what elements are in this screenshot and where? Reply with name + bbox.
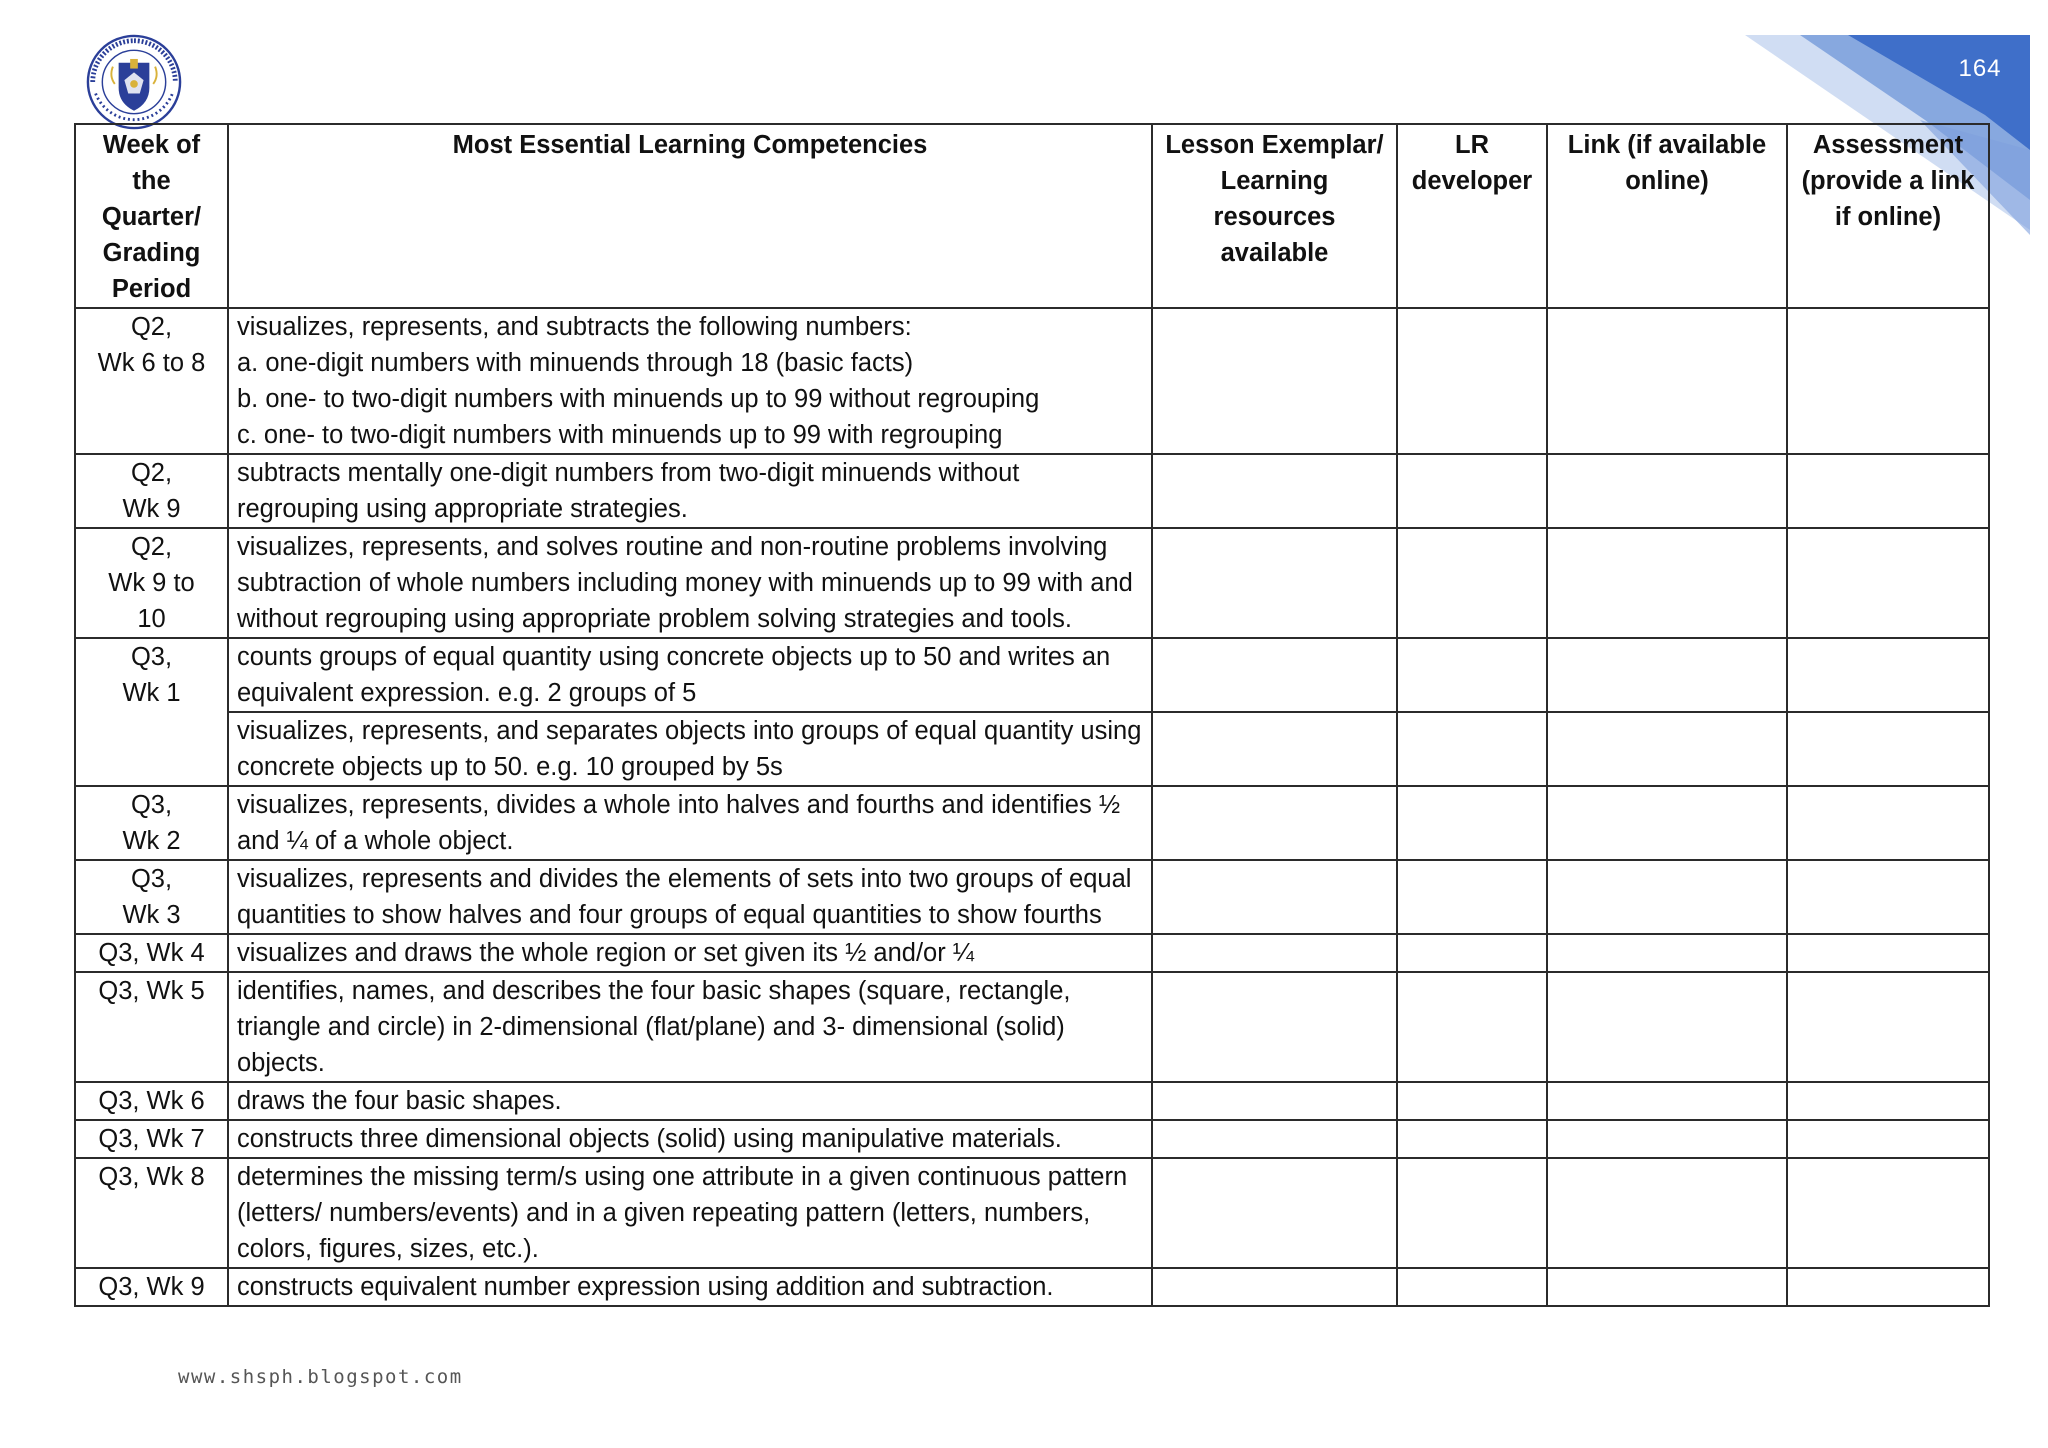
table-row	[75, 528, 1989, 638]
page-number: 164	[1958, 55, 2002, 82]
lesson-exemplar-cell	[1152, 308, 1397, 454]
week-cell: Q3, Wk 5	[75, 972, 228, 1082]
link-cell	[1547, 712, 1787, 786]
lesson-exemplar-cell	[1152, 1268, 1397, 1306]
assessment-cell	[1787, 934, 1989, 972]
link-cell	[1547, 638, 1787, 712]
lesson-exemplar-cell	[1152, 934, 1397, 972]
competency-cell: visualizes, represents, and subtracts the following numbers: a. one-digit numbers with minuends through 18 (basic facts) b. one- to two-digit numbers with minuends up to 99 without regrouping c. one- to two-digit numbers with minuends up to 99 with regrouping	[228, 308, 1152, 454]
week-cell: Q3, Wk 7	[75, 1120, 228, 1158]
lr-developer-cell	[1397, 934, 1547, 972]
link-cell	[1547, 528, 1787, 638]
week-cell: Q2, Wk 6 to 8	[75, 308, 228, 454]
lr-developer-cell	[1397, 1082, 1547, 1120]
header-link: Link (if available online)	[1547, 124, 1787, 308]
week-cell: Q3, Wk 1	[75, 638, 228, 786]
lr-developer-cell	[1397, 454, 1547, 528]
week-cell: Q3, Wk 4	[75, 934, 228, 972]
table-row	[75, 1158, 1989, 1268]
competency-cell: counts groups of equal quantity using concrete objects up to 50 and writes an equivalent expression. e.g. 2 groups of 5	[228, 638, 1152, 712]
lr-developer-cell	[1397, 638, 1547, 712]
footer-url: www.shsph.blogspot.com	[178, 1366, 463, 1388]
table-row	[75, 934, 1989, 972]
lesson-exemplar-cell	[1152, 860, 1397, 934]
link-cell	[1547, 1158, 1787, 1268]
table-row	[75, 1082, 1989, 1120]
assessment-cell	[1787, 454, 1989, 528]
lr-developer-cell	[1397, 972, 1547, 1082]
table-row	[75, 638, 1989, 712]
link-cell	[1547, 860, 1787, 934]
link-cell	[1547, 972, 1787, 1082]
table-row	[75, 712, 1989, 786]
week-cell: Q3, Wk 2	[75, 786, 228, 860]
competency-cell: constructs equivalent number expression using addition and subtraction.	[228, 1268, 1152, 1306]
assessment-cell	[1787, 786, 1989, 860]
assessment-cell	[1787, 972, 1989, 1082]
assessment-cell	[1787, 712, 1989, 786]
competency-table	[74, 123, 1990, 1307]
week-cell: Q3, Wk 9	[75, 1268, 228, 1306]
lesson-exemplar-cell	[1152, 786, 1397, 860]
lesson-exemplar-cell	[1152, 712, 1397, 786]
competency-cell: visualizes, represents, and separates objects into groups of equal quantity using concrete objects up to 50. e.g. 10 grouped by 5s	[228, 712, 1152, 786]
header-week: Week of the Quarter/ Grading Period	[75, 124, 228, 308]
week-cell: Q2, Wk 9 to 10	[75, 528, 228, 638]
week-cell: Q3, Wk 8	[75, 1158, 228, 1268]
lesson-exemplar-cell	[1152, 1120, 1397, 1158]
header-lesson-exemplar: Lesson Exemplar/ Learning resources available	[1152, 124, 1397, 308]
lr-developer-cell	[1397, 308, 1547, 454]
lr-developer-cell	[1397, 1268, 1547, 1306]
table-row	[75, 308, 1989, 454]
lr-developer-cell	[1397, 1120, 1547, 1158]
competency-cell: visualizes, represents and divides the elements of sets into two groups of equal quantities to show halves and four groups of equal quantities to show fourths	[228, 860, 1152, 934]
lesson-exemplar-cell	[1152, 528, 1397, 638]
link-cell	[1547, 786, 1787, 860]
link-cell	[1547, 1120, 1787, 1158]
link-cell	[1547, 308, 1787, 454]
lesson-exemplar-cell	[1152, 1082, 1397, 1120]
deped-seal-logo	[86, 34, 182, 130]
week-cell: Q3, Wk 3	[75, 860, 228, 934]
lesson-exemplar-cell	[1152, 454, 1397, 528]
competency-cell: subtracts mentally one-digit numbers from two-digit minuends without regrouping using appropriate strategies.	[228, 454, 1152, 528]
week-cell: Q2, Wk 9	[75, 454, 228, 528]
lr-developer-cell	[1397, 712, 1547, 786]
assessment-cell	[1787, 308, 1989, 454]
assessment-cell	[1787, 1082, 1989, 1120]
link-cell	[1547, 934, 1787, 972]
lesson-exemplar-cell	[1152, 638, 1397, 712]
assessment-cell	[1787, 528, 1989, 638]
header-competencies: Most Essential Learning Competencies	[228, 124, 1152, 308]
table-row	[75, 786, 1989, 860]
link-cell	[1547, 1082, 1787, 1120]
assessment-cell	[1787, 860, 1989, 934]
assessment-cell	[1787, 1268, 1989, 1306]
competency-cell: determines the missing term/s using one attribute in a given continuous pattern (letters/ numbers/events) and in a given repeating pattern (letters, numbers, colors, figures, sizes, etc.).	[228, 1158, 1152, 1268]
competency-cell: visualizes, represents, and solves routine and non-routine problems involving subtraction of whole numbers including money with minuends up to 99 with and without regrouping using appropriate problem solving strategies and tools.	[228, 528, 1152, 638]
link-cell	[1547, 1268, 1787, 1306]
table-body	[75, 308, 1989, 1306]
competency-cell: draws the four basic shapes.	[228, 1082, 1152, 1120]
competency-cell: identifies, names, and describes the four basic shapes (square, rectangle, triangle and circle) in 2-dimensional (flat/plane) and 3- dimensional (solid) objects.	[228, 972, 1152, 1082]
competency-cell: constructs three dimensional objects (solid) using manipulative materials.	[228, 1120, 1152, 1158]
table-row	[75, 972, 1989, 1082]
header-lr-developer: LR developer	[1397, 124, 1547, 308]
lesson-exemplar-cell	[1152, 972, 1397, 1082]
lr-developer-cell	[1397, 1158, 1547, 1268]
lr-developer-cell	[1397, 786, 1547, 860]
competency-cell: visualizes, represents, divides a whole into halves and fourths and identifies ½ and ¼ of a whole object.	[228, 786, 1152, 860]
table-row	[75, 454, 1989, 528]
assessment-cell	[1787, 1120, 1989, 1158]
link-cell	[1547, 454, 1787, 528]
assessment-cell	[1787, 1158, 1989, 1268]
assessment-cell	[1787, 638, 1989, 712]
lr-developer-cell	[1397, 528, 1547, 638]
week-cell: Q3, Wk 6	[75, 1082, 228, 1120]
lesson-exemplar-cell	[1152, 1158, 1397, 1268]
header-assessment: Assessment (provide a link if online)	[1787, 124, 1989, 308]
table-row	[75, 1268, 1989, 1306]
lr-developer-cell	[1397, 860, 1547, 934]
table-row	[75, 1120, 1989, 1158]
competency-cell: visualizes and draws the whole region or set given its ½ and/or ¼	[228, 934, 1152, 972]
table-header-row	[75, 124, 1989, 308]
table-row	[75, 860, 1989, 934]
